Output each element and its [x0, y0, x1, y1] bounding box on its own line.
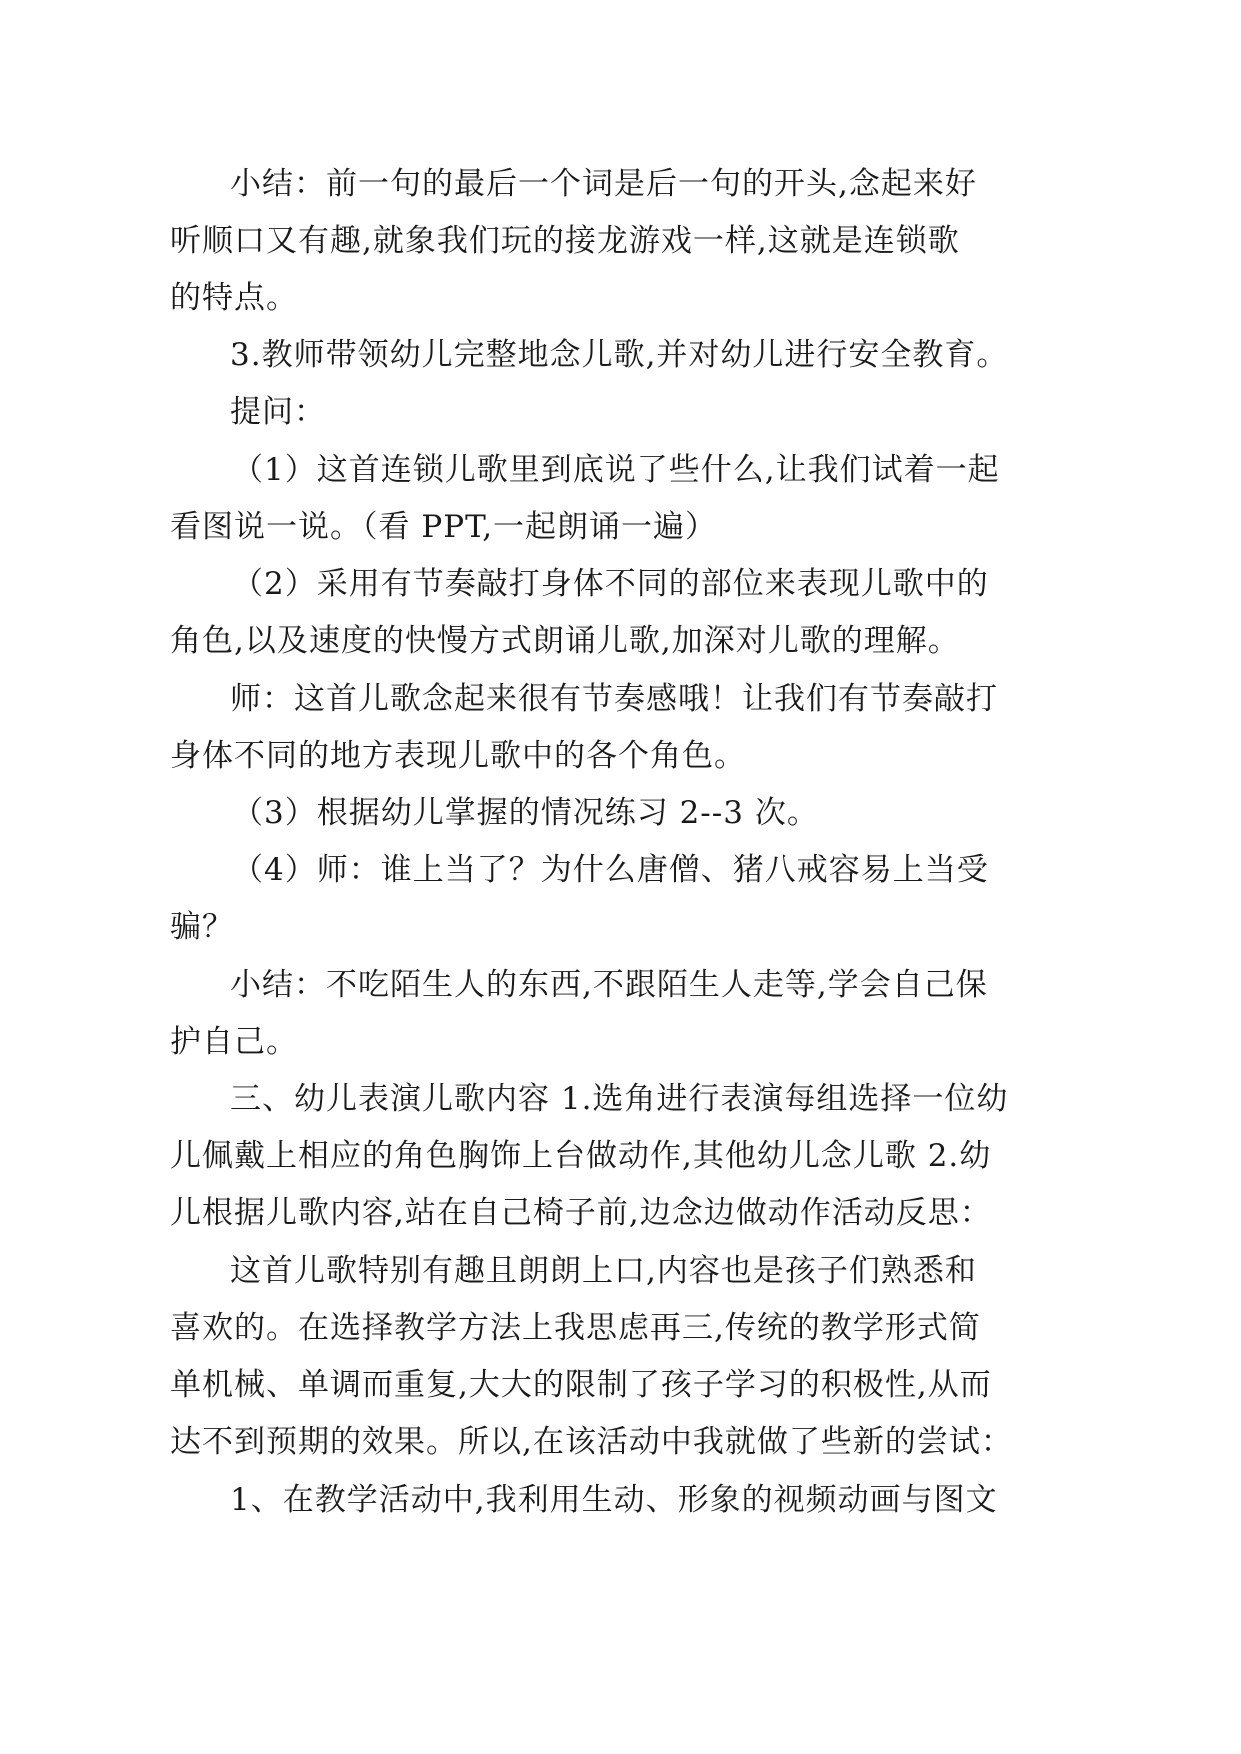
text-line: 师：这首儿歌念起来很有节奏感哦！让我们有节奏敲打 [230, 681, 998, 717]
text-line: 看图说一说。（看 PPT,一起朗诵一遍） [170, 509, 718, 545]
text-line: 达不到预期的效果。所以,在该活动中我就做了些新的尝试： [170, 1424, 1013, 1460]
text-line: 儿佩戴上相应的角色胸饰上台做动作,其他幼儿念儿歌 2.幼 [170, 1138, 992, 1174]
text-line: 这首儿歌特别有趣且朗朗上口,内容也是孩子们熟悉和 [230, 1253, 977, 1289]
text-line: 儿根据儿歌内容,站在自己椅子前,边念边做动作活动反思： [170, 1195, 992, 1231]
text-line: 三、幼儿表演儿歌内容 1.选角进行表演每组选择一位幼 [230, 1081, 1009, 1117]
text-line: （2）采用有节奏敲打身体不同的部位来表现儿歌中的 [232, 566, 989, 602]
text-line: 小结：前一句的最后一个词是后一句的开头,念起来好 [230, 166, 977, 202]
text-line: 护自己。 [170, 1024, 298, 1060]
text-line: 听顺口又有趣,就象我们玩的接龙游戏一样,这就是连锁歌 [170, 223, 960, 259]
text-line: 1、在教学活动中,我利用生动、形象的视频动画与图文 [230, 1482, 998, 1518]
text-line: 身体不同的地方表现儿歌中的各个角色。 [170, 738, 746, 774]
text-line: 角色,以及速度的快慢方式朗诵儿歌,加深对儿歌的理解。 [170, 623, 960, 659]
text-line: （4）师：谁上当了？为什么唐僧、猪八戒容易上当受 [232, 852, 989, 888]
text-line: 喜欢的。在选择教学方法上我思虑再三,传统的教学形式简 [170, 1310, 981, 1346]
text-line: 提问： [230, 394, 326, 430]
text-line: 单机械、单调而重复,大大的限制了孩子学习的积极性,从而 [170, 1367, 992, 1403]
text-line: 3.教师带领幼儿完整地念儿歌,并对幼儿进行安全教育。 [230, 337, 1009, 373]
text-line: 小结：不吃陌生人的东西,不跟陌生人走等,学会自己保 [230, 967, 988, 1003]
text-line: （1）这首连锁儿歌里到底说了些什么,让我们试着一起 [232, 452, 1000, 488]
text-line: 的特点。 [170, 280, 298, 316]
text-line: 骗？ [170, 909, 234, 945]
text-line: （3）根据幼儿掌握的情况练习 2--3 次。 [232, 795, 819, 831]
